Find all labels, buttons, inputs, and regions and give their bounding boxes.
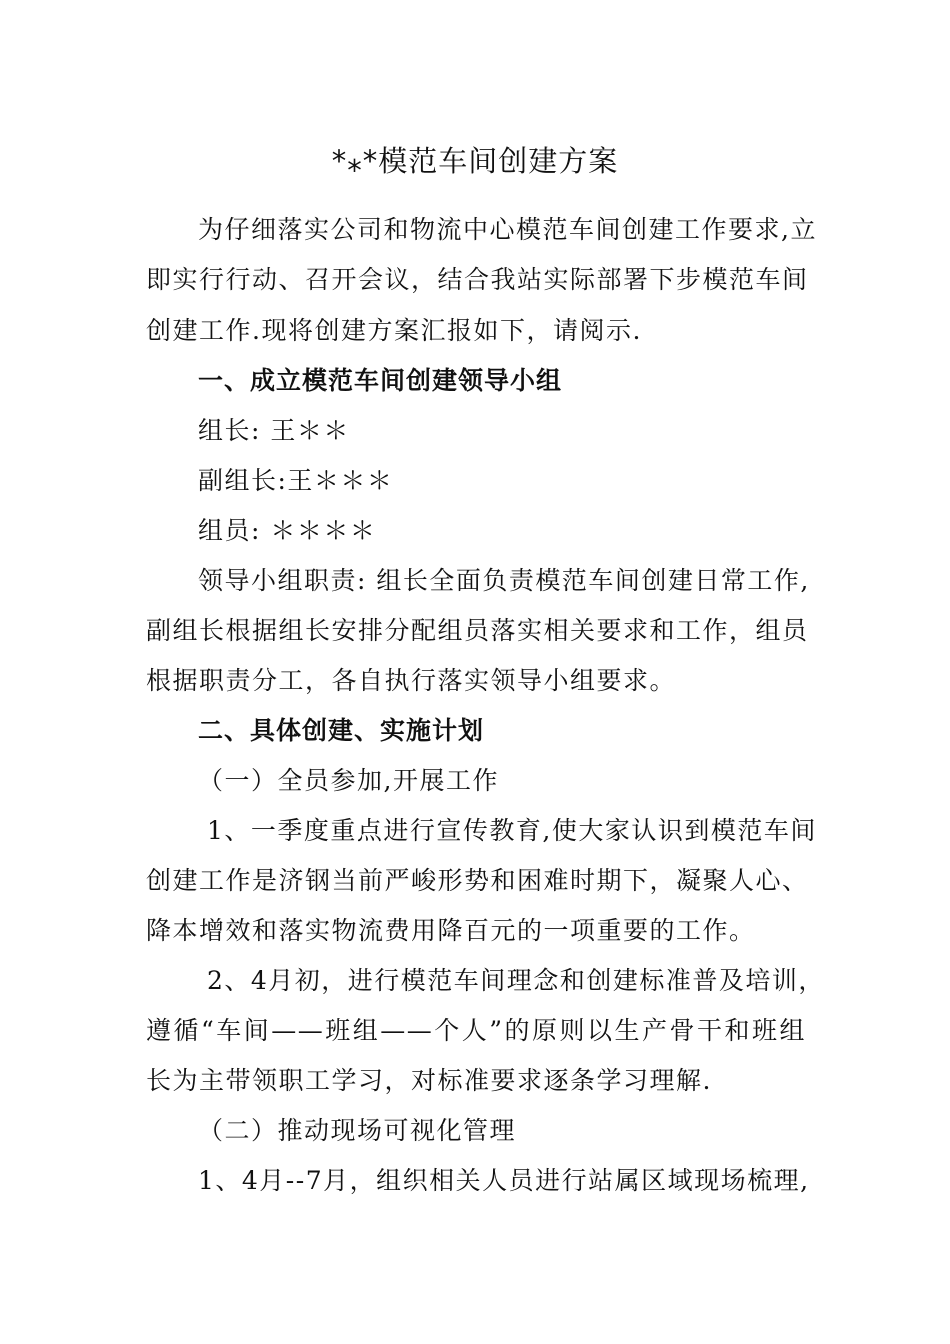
deputy-leader-line: 副组长:王＊＊＊ [198,466,394,495]
sub1-item1-line-1: 1、一季度重点进行宣传教育,使大家认识到模范车间 [207,816,817,845]
duty-line-3: 根据职责分工，各自执行落实领导小组要求。 [146,666,677,695]
intro-line-3: 创建工作.现将创建方案汇报如下，请阅示. [146,316,642,345]
sub1-item2-line-3: 长为主带领职工学习，对标准要求逐条学习理解. [146,1066,712,1095]
document-title: *⁎*模范车间创建方案 [331,144,619,178]
leader-line: 组长: 王＊＊ [198,416,350,445]
sub1-item2-line-2: 遵循“车间——班组——个人”的原则以生产骨干和班组 [146,1016,806,1045]
sub1-item2-line-1: 2、4月初，进行模范车间理念和创建标准普及培训， [207,966,825,995]
subsection-1-heading: （一）全员参加,开展工作 [198,766,499,795]
section-2-heading: 二、具体创建、实施计划 [198,716,485,745]
duty-line-2: 副组长根据组长安排分配组员落实相关要求和工作，组员 [146,616,809,645]
intro-line-1: 为仔细落实公司和物流中心模范车间创建工作要求,立 [198,215,817,244]
sub1-item1-line-3: 降本增效和落实物流费用降百元的一项重要的工作。 [146,916,756,945]
sub2-item1-line-1: 1、4月--7月，组织相关人员进行站属区域现场梳理, [198,1166,810,1195]
duty-line-1: 领导小组职责: 组长全面负责模范车间创建日常工作, [198,566,810,595]
subsection-2-heading: （二）推动现场可视化管理 [198,1116,517,1145]
section-1-heading: 一、成立模范车间创建领导小组 [198,366,563,395]
sub1-item1-line-2: 创建工作是济钢当前严峻形势和困难时期下，凝聚人心、 [146,866,809,895]
intro-line-2: 即实行行动、召开会议，结合我站实际部署下步模范车间 [146,265,809,294]
members-line: 组员: ＊＊＊＊ [198,516,377,545]
